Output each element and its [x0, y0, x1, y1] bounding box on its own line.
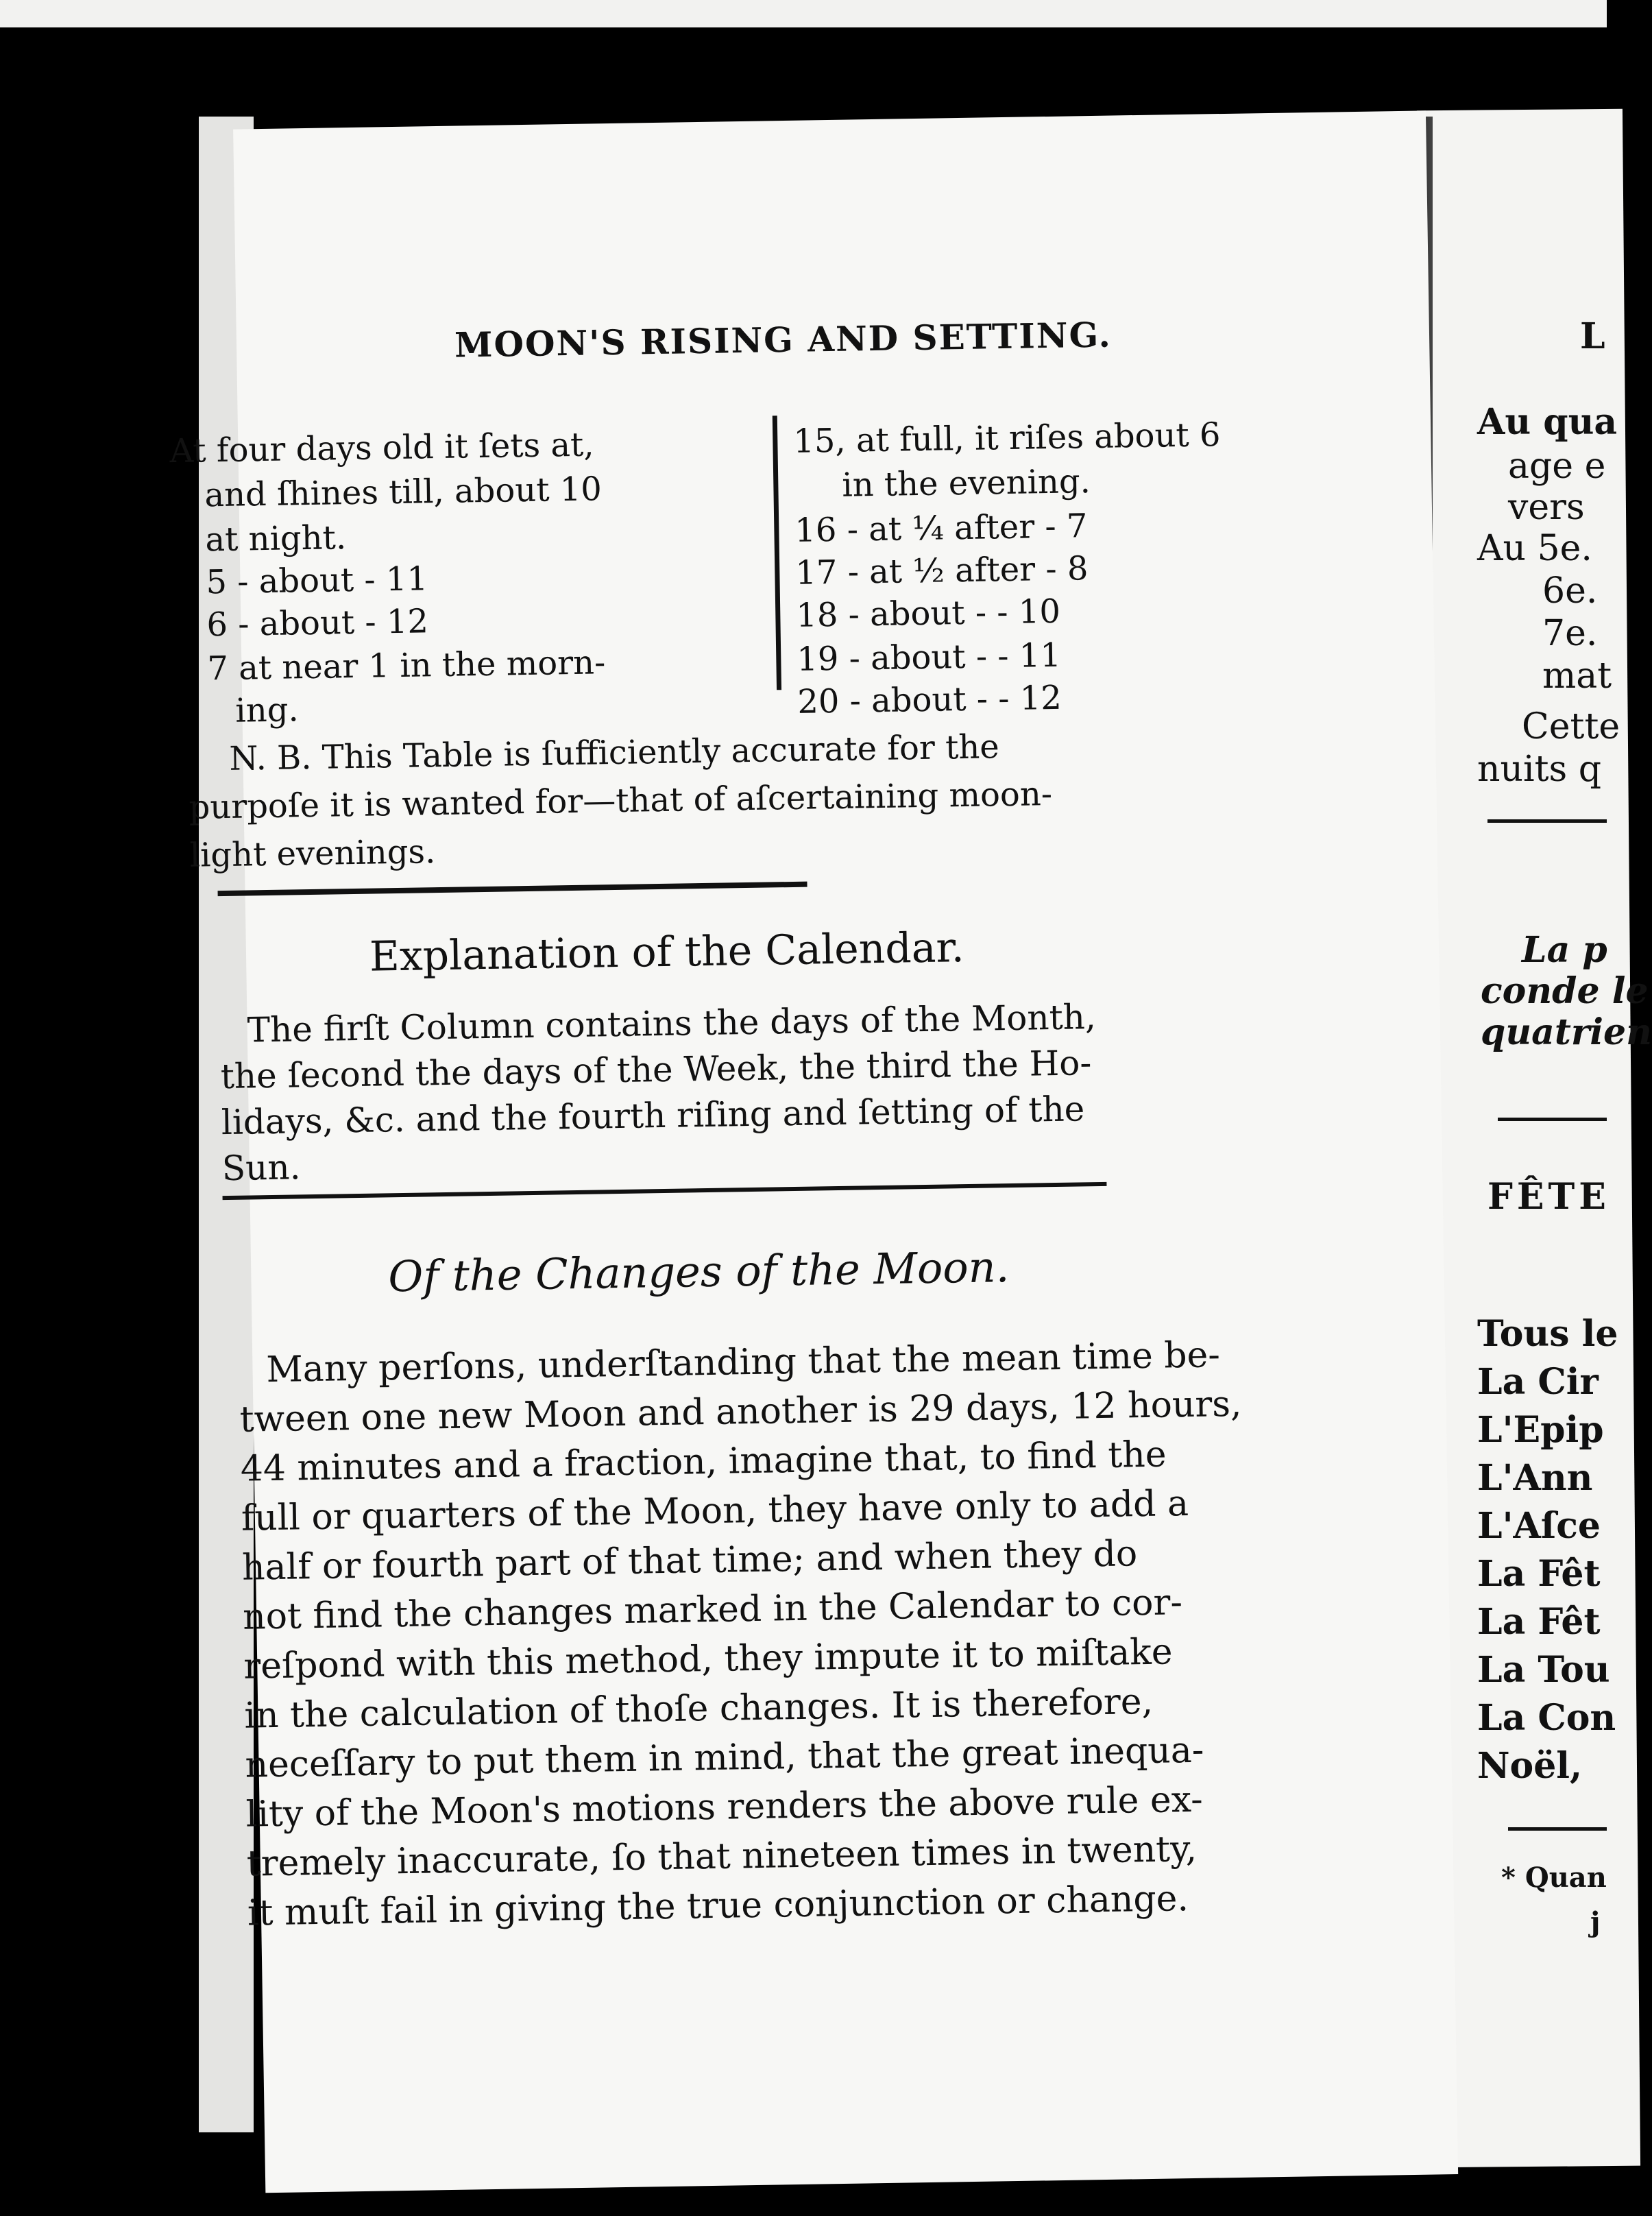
section-rule	[218, 882, 807, 897]
moon-right-line: 16 - at ¼ after - 7	[794, 507, 1088, 550]
right-rule	[1508, 1827, 1607, 1831]
changes-title: Of the Changes of the Moon.	[387, 1242, 1010, 1302]
top-page-edge	[0, 0, 1607, 27]
right-fragment: Au qua	[1477, 401, 1618, 443]
moon-right-line: 19 - about - - 11	[796, 636, 1062, 679]
moon-right-line: 15, at full, it riſes about 6	[792, 416, 1221, 461]
moon-left-line: At four days old it ſets at,	[169, 425, 594, 471]
note-line: N. B. This Table is ſufficiently accurate for the	[229, 727, 1000, 778]
right-rule	[1498, 1118, 1607, 1121]
right-fragment: La Cir	[1477, 1361, 1599, 1403]
changes-line: in the calculation of thoſe changes. It is therefore,	[243, 1681, 1154, 1737]
explanation-line: the ſecond the days of the Week, the third the Ho-	[220, 1043, 1092, 1097]
right-fragment: age e	[1508, 446, 1606, 487]
explanation-line: Sun.	[221, 1147, 301, 1189]
right-fragment: j	[1590, 1906, 1601, 1938]
changes-line: not find the changes marked in the Calendar to cor-	[242, 1582, 1183, 1638]
changes-line: neceſſary to put them in mind, that the great inequa-	[245, 1729, 1204, 1786]
right-fragment: Cette	[1522, 706, 1620, 747]
right-rule	[1487, 819, 1607, 823]
moon-left-line: and ſhines till, about 10	[204, 470, 603, 515]
changes-line: Many perſons, underſtanding that the mean time be-	[266, 1334, 1221, 1391]
right-fragment: La Fêt	[1477, 1601, 1601, 1643]
right-fragment: L'Aſce	[1477, 1505, 1601, 1547]
right-fragment: FÊTE	[1487, 1176, 1610, 1218]
moon-left-line: ing.	[234, 690, 300, 730]
moon-left-line: 6 - about - 12	[206, 602, 429, 645]
moon-left-line: 5 - about - 11	[206, 559, 428, 602]
right-fragment: 7e.	[1542, 613, 1598, 654]
right-fragment: La Con	[1477, 1697, 1616, 1739]
right-fragment: La p	[1522, 929, 1607, 971]
right-fragment: * Quan	[1501, 1862, 1607, 1894]
note-line: light evenings.	[189, 832, 436, 875]
right-fragment: L'Epip	[1477, 1409, 1604, 1451]
moon-left-line: at night.	[205, 518, 347, 559]
right-fragment: 6e.	[1542, 570, 1598, 612]
moon-section-title: MOON'S RISING AND SETTING.	[454, 314, 1113, 365]
changes-line: tremely inaccurate, ſo that nineteen times in twenty,	[246, 1828, 1198, 1885]
moon-right-line: in the evening.	[841, 462, 1091, 505]
right-fragment: L'Ann	[1477, 1457, 1593, 1499]
changes-line: reſpond with this method, they impute it to miſtake	[243, 1631, 1173, 1687]
changes-line: it muſt fail in giving the true conjunction or change.	[247, 1878, 1189, 1934]
moon-right-line: 18 - about - - 10	[795, 592, 1061, 635]
column-divider	[773, 416, 781, 690]
right-fragment: conde le	[1481, 970, 1649, 1012]
left-page	[169, 110, 1458, 2193]
note-line: purpoſe it is wanted for—that of aſcertaining moon-	[189, 775, 1053, 827]
explanation-line: The firſt Column contains the days of the Month,	[247, 997, 1097, 1050]
explanation-line: lidays, &c. and the fourth riſing and ſetting of the	[221, 1089, 1085, 1143]
right-fragment: quatrien	[1481, 1011, 1652, 1053]
right-fragment: Au 5e.	[1477, 528, 1592, 569]
section-rule	[223, 1182, 1107, 1200]
right-fragment: Noël,	[1477, 1745, 1583, 1787]
changes-line: half or fourth part of that time; and when they do	[241, 1533, 1138, 1589]
moon-right-line: 17 - at ½ after - 8	[794, 549, 1089, 592]
moon-right-line: 20 - about - - 12	[797, 678, 1062, 721]
right-fragment: La Tou	[1477, 1649, 1610, 1691]
right-fragment: mat	[1542, 655, 1612, 697]
moon-left-line: 7 at near 1 in the morn-	[207, 643, 606, 688]
changes-line: full or quarters of the Moon, they have only to add a	[241, 1483, 1189, 1539]
right-fragment: vers	[1508, 487, 1585, 528]
changes-line: 44 minutes and a fraction, imagine that, to find the	[240, 1434, 1167, 1490]
right-fragment: L	[1580, 315, 1605, 357]
right-fragment: Tous le	[1477, 1313, 1618, 1355]
changes-line: lity of the Moon's motions renders the above rule ex-	[245, 1779, 1204, 1835]
right-fragment: nuits q	[1477, 749, 1602, 790]
explanation-title: Explanation of the Calendar.	[369, 924, 965, 981]
right-fragment: La Fêt	[1477, 1553, 1601, 1595]
changes-line: tween one new Moon and another is 29 days, 12 hours,	[239, 1383, 1242, 1441]
